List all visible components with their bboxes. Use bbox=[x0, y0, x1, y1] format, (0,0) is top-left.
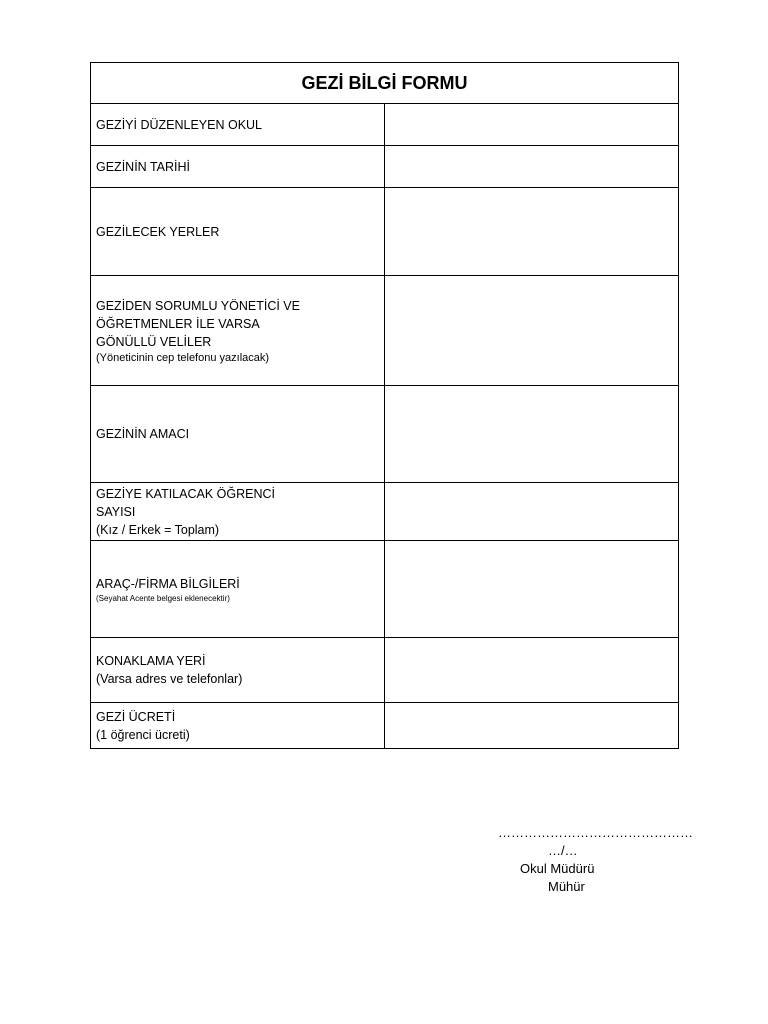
field-responsible-staff[interactable] bbox=[385, 276, 679, 386]
label-organizing-school: GEZİYİ DÜZENLEYEN OKUL bbox=[91, 104, 385, 146]
label-line: (1 öğrenci ücreti) bbox=[96, 727, 190, 742]
label-note: (Seyahat Acente belgesi eklenecektir) bbox=[96, 593, 230, 603]
form-title: GEZİ BİLGİ FORMU bbox=[91, 63, 679, 104]
field-trip-purpose[interactable] bbox=[385, 386, 679, 483]
field-vehicle-company[interactable] bbox=[385, 541, 679, 638]
trip-info-form bbox=[90, 62, 679, 749]
label-line: GEZİDEN SORUMLU YÖNETİCİ VE bbox=[96, 298, 300, 313]
field-accommodation[interactable] bbox=[385, 638, 679, 703]
label-student-count bbox=[91, 483, 385, 541]
label-places-to-visit: GEZİLECEK YERLER bbox=[91, 188, 385, 276]
label-accommodation bbox=[91, 638, 385, 703]
label-line: (Kız / Erkek = Toplam) bbox=[96, 522, 220, 537]
label-line: GEZİ ÜCRETİ bbox=[96, 709, 176, 724]
field-trip-date[interactable] bbox=[385, 146, 679, 188]
field-organizing-school[interactable] bbox=[385, 104, 679, 146]
signature-date: …/… bbox=[548, 843, 578, 858]
label-trip-date: GEZİNİN TARİHİ bbox=[91, 146, 385, 188]
label-line: SAYISI bbox=[96, 504, 136, 519]
field-places-to-visit[interactable] bbox=[385, 188, 679, 276]
principal-title: Okul Müdürü bbox=[520, 861, 595, 876]
label-trip-fee bbox=[91, 703, 385, 749]
label-line: ARAÇ-/FİRMA BİLGİLERİ bbox=[96, 576, 240, 591]
label-line: KONAKLAMA YERİ bbox=[96, 654, 206, 668]
label-vehicle-company bbox=[91, 541, 385, 638]
label-trip-purpose: GEZİNİN AMACI bbox=[91, 386, 385, 483]
signature-block bbox=[470, 824, 693, 896]
signature-line: ……………………………………… bbox=[498, 825, 693, 840]
label-note: (Yöneticinin cep telefonu yazılacak) bbox=[96, 351, 270, 364]
field-trip-fee[interactable] bbox=[385, 703, 679, 749]
field-student-count[interactable] bbox=[385, 483, 679, 541]
label-line: GEZİYE KATILACAK ÖĞRENCİ bbox=[96, 486, 275, 501]
seal-label: Mühür bbox=[548, 879, 585, 894]
label-line: (Varsa adres ve telefonlar) bbox=[96, 672, 243, 686]
label-responsible-staff bbox=[91, 276, 385, 386]
label-line: GÖNÜLLÜ VELİLER bbox=[96, 334, 212, 349]
label-line: ÖĞRETMENLER İLE VARSA bbox=[96, 316, 260, 331]
